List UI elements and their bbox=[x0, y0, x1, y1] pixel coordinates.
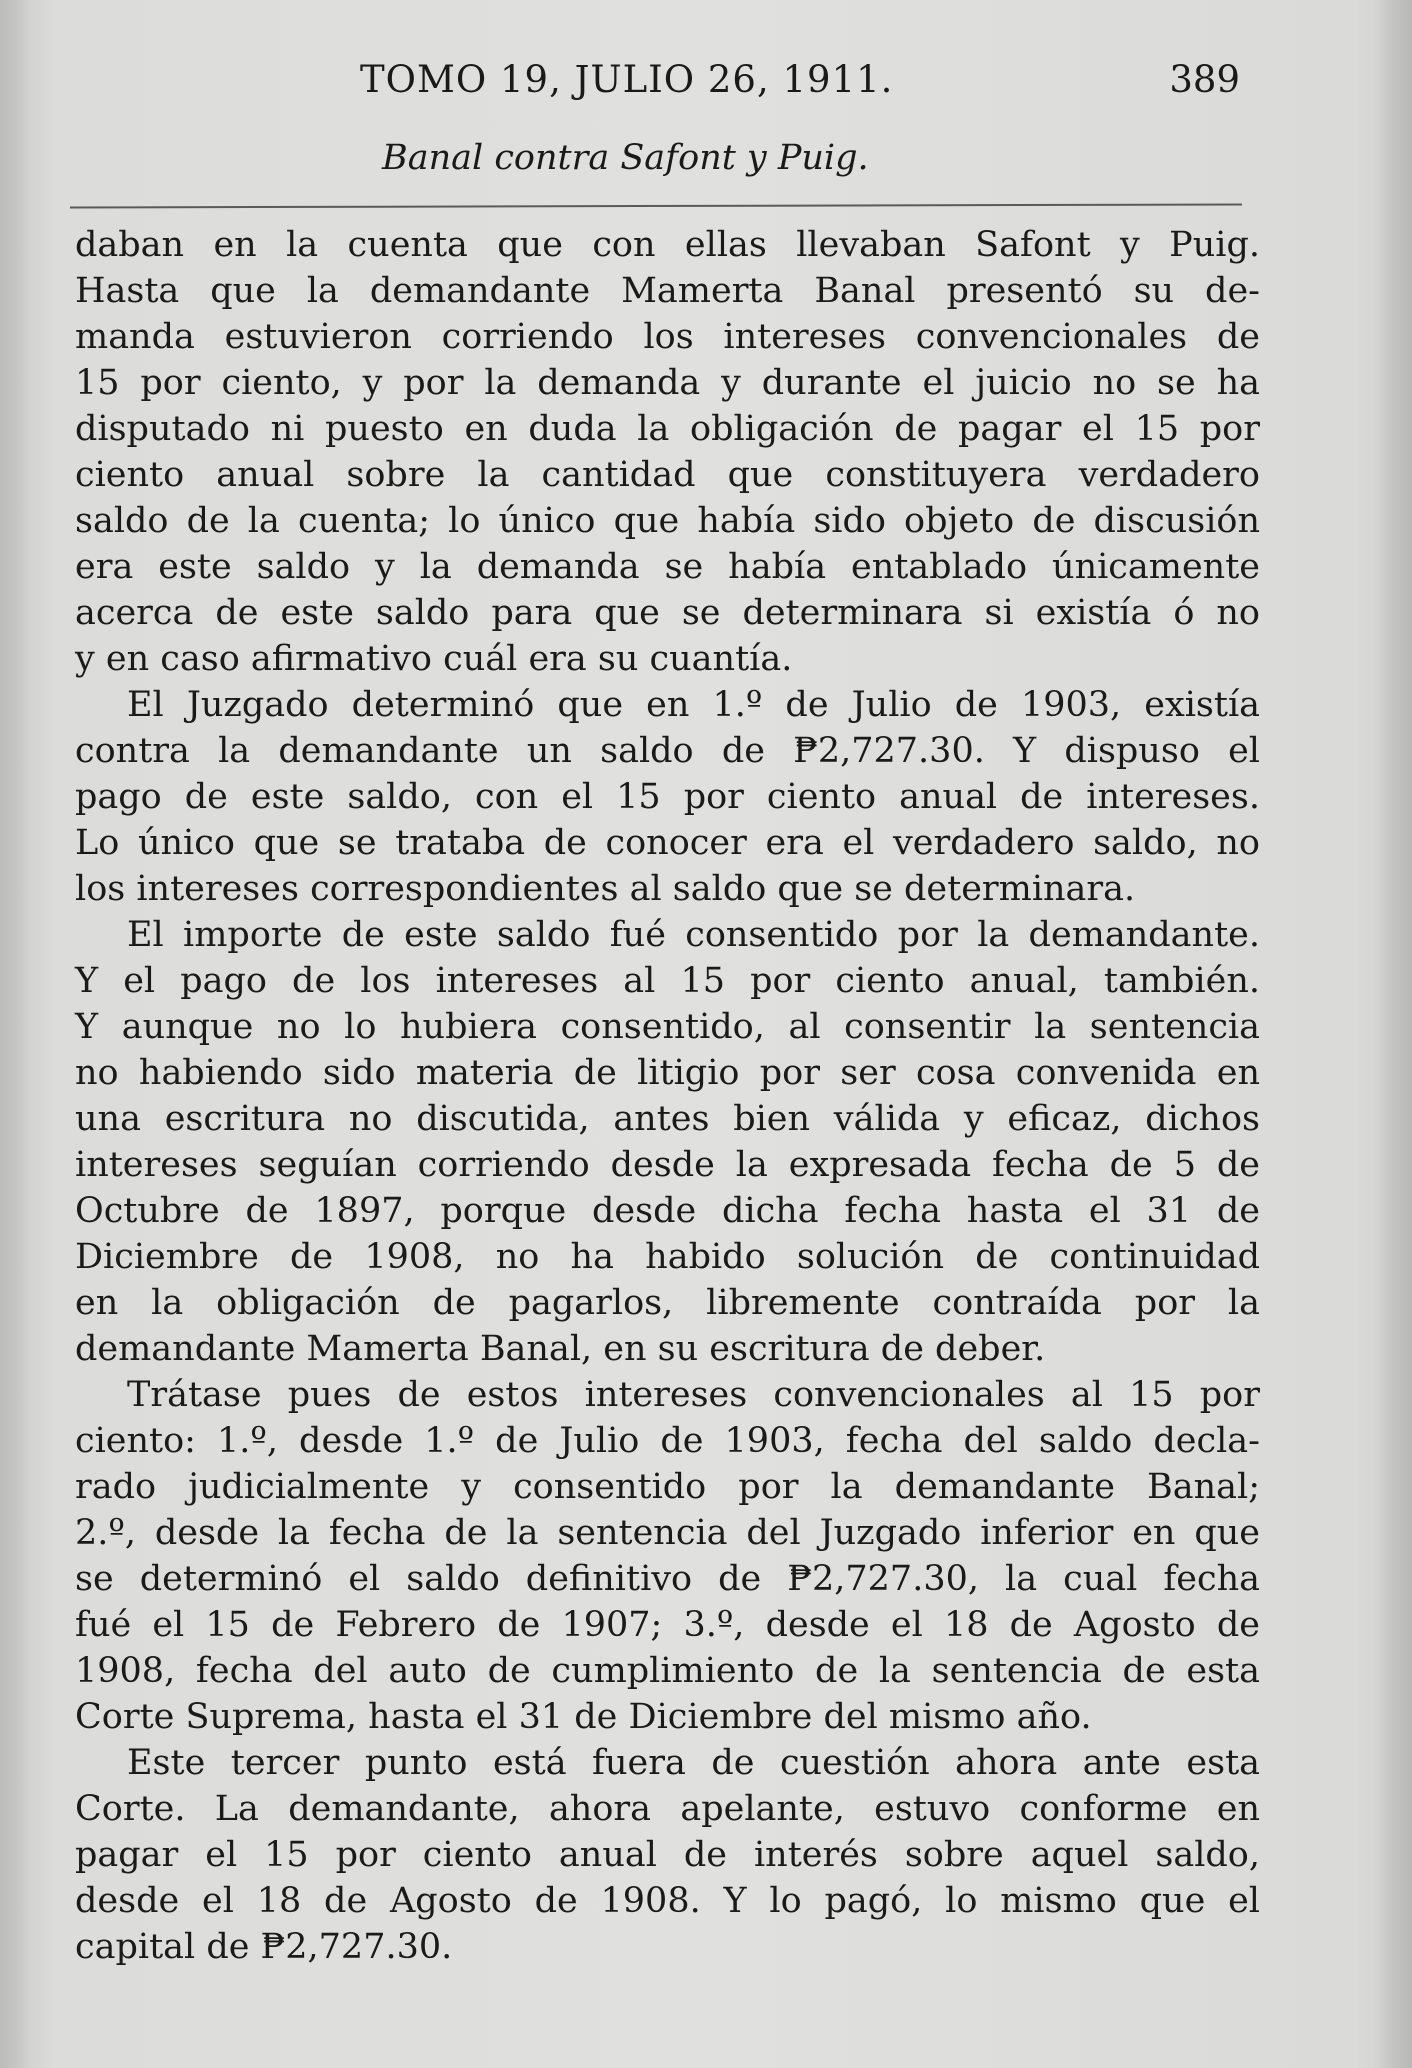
text-line: Trátase pues de estos intereses convencionales al 15 por bbox=[127, 1375, 1260, 1415]
text-line: pagar el 15 por ciento anual de interés sobre aquel saldo, bbox=[75, 1835, 1260, 1875]
header-title: TOMO 19, JULIO 26, 1911. bbox=[360, 58, 894, 101]
text-line: Diciembre de 1908, no ha habido solución de continuidad bbox=[75, 1237, 1260, 1277]
text-line: los intereses correspondientes al saldo que se determinara. bbox=[75, 869, 1136, 909]
text-line: ciento: 1.º, desde 1.º de Julio de 1903, fecha del saldo decla- bbox=[75, 1421, 1260, 1461]
text-line: contra la demandante un saldo de ₱2,727.30. Y dispuso el bbox=[75, 731, 1260, 771]
text-line: Corte. La demandante, ahora apelante, estuvo conforme en bbox=[75, 1789, 1260, 1829]
header-rule bbox=[70, 203, 1242, 208]
text-line: se determinó el saldo definitivo de ₱2,727.30, la cual fecha bbox=[75, 1559, 1260, 1599]
text-line: 2.º, desde la fecha de la sentencia del Juzgado inferior en que bbox=[75, 1513, 1260, 1553]
text-line: en la obligación de pagarlos, libremente contraída por la bbox=[75, 1283, 1260, 1323]
body-text bbox=[75, 222, 1260, 1970]
text-line: saldo de la cuenta; lo único que había sido objeto de discusión bbox=[75, 501, 1260, 541]
page-edge-shadow-left bbox=[0, 0, 30, 2068]
text-line: era este saldo y la demanda se había entablado únicamente bbox=[75, 547, 1260, 587]
text-line: daban en la cuenta que con ellas llevaban Safont y Puig. bbox=[75, 225, 1260, 265]
text-line: desde el 18 de Agosto de 1908. Y lo pagó, lo mismo que el bbox=[75, 1881, 1260, 1921]
text-line: Hasta que la demandante Mamerta Banal presentó su de- bbox=[75, 271, 1260, 311]
page-number: 389 bbox=[1169, 58, 1240, 101]
running-header bbox=[360, 58, 1260, 118]
text-line: una escritura no discutida, antes bien válida y eficaz, dichos bbox=[75, 1099, 1260, 1139]
text-line: fué el 15 de Febrero de 1907; 3.º, desde el 18 de Agosto de bbox=[75, 1605, 1260, 1645]
text-line: Corte Suprema, hasta el 31 de Diciembre del mismo año. bbox=[75, 1697, 1092, 1737]
case-subtitle: Banal contra Safont y Puig. bbox=[382, 138, 869, 178]
text-line: rado judicialmente y consentido por la demandante Banal; bbox=[75, 1467, 1260, 1507]
text-line: y en caso afirmativo cuál era su cuantía. bbox=[75, 639, 793, 679]
text-line: Lo único que se trataba de conocer era el verdadero saldo, no bbox=[75, 823, 1260, 863]
text-line: 15 por ciento, y por la demanda y durante el juicio no se ha bbox=[75, 363, 1260, 403]
text-line: Octubre de 1897, porque desde dicha fecha hasta el 31 de bbox=[75, 1191, 1260, 1231]
text-line: pago de este saldo, con el 15 por ciento anual de intereses. bbox=[75, 777, 1260, 817]
text-line: demandante Mamerta Banal, en su escritura de deber. bbox=[75, 1329, 1046, 1369]
text-line: El Juzgado determinó que en 1.º de Julio de 1903, existía bbox=[127, 685, 1260, 725]
text-line: Este tercer punto está fuera de cuestión ahora ante esta bbox=[127, 1743, 1260, 1783]
text-line: manda estuvieron corriendo los intereses convencionales de bbox=[75, 317, 1260, 357]
text-line: no habiendo sido materia de litigio por ser cosa convenida en bbox=[75, 1053, 1260, 1093]
text-line: Y aunque no lo hubiera consentido, al consentir la sentencia bbox=[75, 1007, 1260, 1047]
text-line: disputado ni puesto en duda la obligación de pagar el 15 por bbox=[75, 409, 1260, 449]
page-edge-shadow-right bbox=[1376, 0, 1412, 2068]
text-line: El importe de este saldo fué consentido por la demandante. bbox=[127, 915, 1260, 955]
text-line: ciento anual sobre la cantidad que constituyera verdadero bbox=[75, 455, 1260, 495]
text-line: intereses seguían corriendo desde la expresada fecha de 5 de bbox=[75, 1145, 1260, 1185]
text-line: capital de ₱2,727.30. bbox=[75, 1927, 453, 1967]
text-line: Y el pago de los intereses al 15 por ciento anual, también. bbox=[75, 961, 1260, 1001]
text-line: acerca de este saldo para que se determinara si existía ó no bbox=[75, 593, 1260, 633]
text-line: 1908, fecha del auto de cumplimiento de la sentencia de esta bbox=[75, 1651, 1260, 1691]
